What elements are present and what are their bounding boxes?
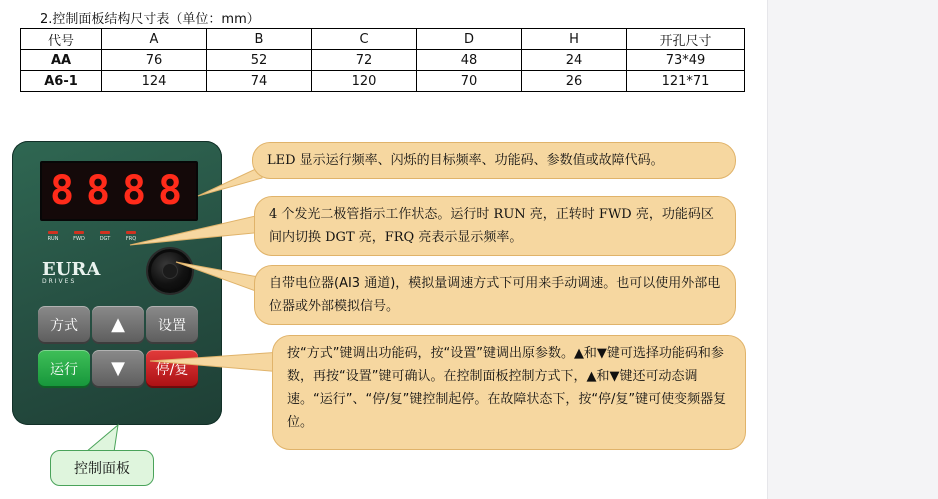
table-cell: AA	[21, 50, 102, 71]
down-arrow-icon: ▼	[111, 358, 125, 379]
logo-subtext: DRIVES	[42, 278, 77, 285]
table-header-cell: A	[102, 29, 207, 50]
table-header-cell: 开孔尺寸	[627, 29, 745, 50]
table-cell: 48	[417, 50, 522, 71]
table-cell: 24	[522, 50, 627, 71]
display-callout: LED 显示运行频率、闪烁的目标频率、功能码、参数值或故障代码。	[252, 142, 736, 179]
logo-text: EURA	[42, 259, 101, 280]
label-pointer	[86, 425, 118, 452]
panel-caption-label: 控制面板	[50, 450, 154, 486]
display-digit: 8	[157, 168, 183, 214]
keys-callout: 按“方式”键调出功能码，按“设置”键调出原参数。▲和▼键可选择功能码和参数，再按“设置”键可确认。在控制面板控制方式下，▲和▼键还可动态调速。“运行”、“停/复”键控制起停。在故障状态下，按“停/复”键可使变频器复位。	[272, 335, 746, 450]
leds-callout: 4 个发光二极管指示工作状态。运行时 RUN 亮，正转时 FWD 亮，功能码区间内切换 DGT 亮，FRQ 亮表示显示频率。	[254, 196, 736, 256]
table-cell: 120	[312, 71, 417, 92]
callout-pointer	[198, 166, 262, 196]
table-header-cell: 代号	[21, 29, 102, 50]
led-label: FRQ	[125, 236, 137, 242]
table-cell: 124	[102, 71, 207, 92]
table-cell: 73*49	[627, 50, 745, 71]
mode-key-label: 方式	[50, 318, 78, 334]
callout-pointer	[176, 262, 264, 294]
led-label: FWD	[73, 236, 85, 242]
callout-pointer	[150, 352, 282, 372]
led-label: RUN	[47, 236, 59, 242]
section-title: 2.控制面板结构尺寸表（单位：mm）	[40, 12, 260, 27]
stop-reset-key-label: 停/复	[155, 362, 189, 378]
table-cell: 70	[417, 71, 522, 92]
table-cell: 52	[207, 50, 312, 71]
led-label: DGT	[99, 236, 111, 242]
table-header-cell: D	[417, 29, 522, 50]
run-key-label: 运行	[50, 362, 78, 378]
table-header-cell: C	[312, 29, 417, 50]
table-cell: A6-1	[21, 71, 102, 92]
table-cell: 74	[207, 71, 312, 92]
up-arrow-icon: ▲	[111, 314, 125, 335]
table-cell: 26	[522, 71, 627, 92]
table-cell: 76	[102, 50, 207, 71]
knob-callout: 自带电位器(AI3 通道)，模拟量调速方式下可用来手动调速。也可以使用外部电位器或外部模拟信号。	[254, 265, 736, 325]
set-key-label: 设置	[158, 318, 186, 334]
table-cell: 72	[312, 50, 417, 71]
display-digit: 8	[85, 168, 111, 214]
table-cell: 121*71	[627, 71, 745, 92]
display-digit: 8	[121, 168, 147, 214]
table-header-cell: B	[207, 29, 312, 50]
display-digit: 8	[49, 168, 75, 214]
table-header-cell: H	[522, 29, 627, 50]
callout-pointer	[130, 214, 264, 245]
